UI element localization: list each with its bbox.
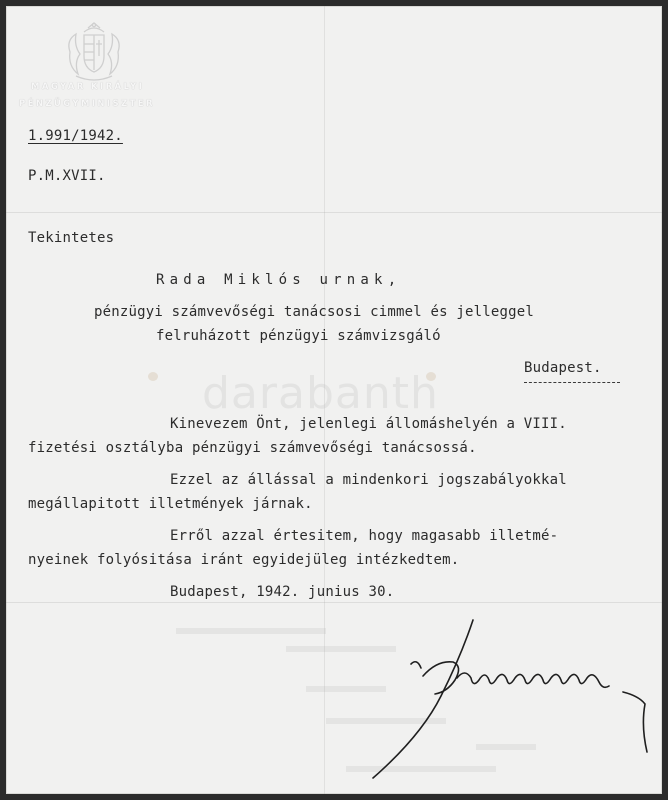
paper-stain: [148, 372, 158, 381]
hungarian-crest-icon: [62, 22, 126, 84]
salutation: Tekintetes: [28, 230, 115, 246]
addressee-title-line2: felruházott pénzügyi számvizsgáló: [156, 328, 441, 344]
body-p1-line2: fizetési osztályba pénzügyi számvevőségi tanácsossá.: [28, 440, 477, 456]
addressee-name: Rada Miklós urnak,: [156, 272, 402, 288]
body-p3-line1: Erről azzal értesitem, hogy magasabb illetmé-: [170, 528, 559, 544]
city-underline: [524, 382, 620, 383]
department-code: P.M.XVII.: [28, 168, 106, 184]
letter-sheet: [6, 6, 662, 794]
letterhead-line1: MAGYAR KIRÁLYI: [31, 82, 145, 92]
fold-line-horizontal-top: [6, 212, 662, 213]
addressee-title-line1: pénzügyi számvevőségi tanácsosi cimmel és jelleggel: [94, 304, 535, 320]
letter-date: Budapest, 1942. junius 30.: [170, 584, 395, 600]
body-p2-line2: megállapitott illetmények járnak.: [28, 496, 313, 512]
body-p3-line2: nyeinek folyósitása iránt egyidejüleg intézkedtem.: [28, 552, 460, 568]
fold-line-horizontal-bottom: [6, 602, 662, 603]
show-through-text: [176, 628, 326, 634]
body-p2-line1: Ezzel az állással a mindenkori jogszabályokkal: [170, 472, 567, 488]
body-p1-line1: Kinevezem Önt, jelenlegi állomáshelyén a VIII.: [170, 416, 567, 432]
handwritten-signature: [361, 616, 661, 786]
letterhead-line2: PÉNZÜGYMINISZTER: [19, 99, 155, 109]
reference-number: 1.991/1942.: [28, 128, 123, 144]
watermark: darabanth: [202, 368, 439, 419]
addressee-city: Budapest.: [524, 360, 602, 376]
